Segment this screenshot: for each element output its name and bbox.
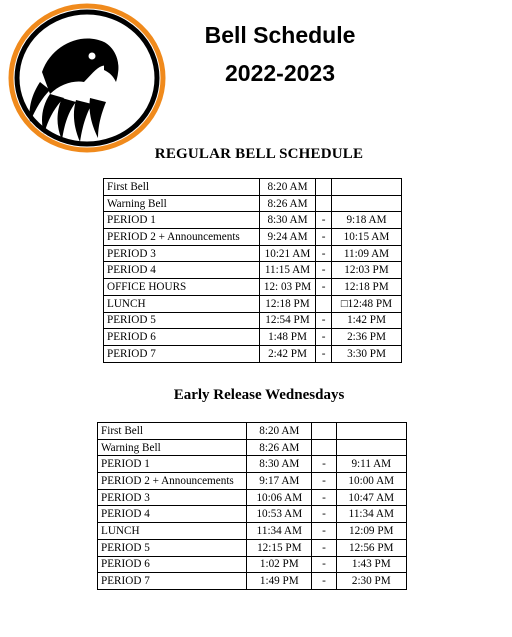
- time-separator: -: [316, 312, 332, 329]
- time-separator: -: [312, 473, 336, 490]
- start-time: 12:18 PM: [259, 295, 316, 312]
- period-name: PERIOD 6: [104, 329, 260, 346]
- table-row: [104, 179, 402, 196]
- table-row: [98, 556, 407, 573]
- time-separator: [316, 295, 332, 312]
- start-time: 1:48 PM: [259, 329, 316, 346]
- table-row: [98, 539, 407, 556]
- table-row: [104, 229, 402, 246]
- period-name: PERIOD 2 + Announcements: [104, 229, 260, 246]
- end-time: 2:30 PM: [336, 573, 406, 590]
- table-row: [104, 345, 402, 362]
- period-name: First Bell: [104, 179, 260, 196]
- early-release-table: [97, 422, 407, 590]
- end-time: 3:30 PM: [331, 345, 401, 362]
- table-row: [104, 245, 402, 262]
- start-time: 9:17 AM: [247, 473, 312, 490]
- start-time: 12:54 PM: [259, 312, 316, 329]
- end-time: 11:34 AM: [336, 506, 406, 523]
- table-row: [98, 489, 407, 506]
- start-time: 10:06 AM: [247, 489, 312, 506]
- regular-schedule-heading: REGULAR BELL SCHEDULE: [154, 146, 364, 162]
- period-name: PERIOD 7: [104, 345, 260, 362]
- end-time: 9:11 AM: [336, 456, 406, 473]
- start-time: 8:20 AM: [247, 423, 312, 440]
- time-separator: -: [316, 279, 332, 296]
- time-separator: -: [312, 489, 336, 506]
- end-time: [336, 439, 406, 456]
- table-row: [98, 456, 407, 473]
- time-separator: -: [316, 245, 332, 262]
- start-time: 8:30 AM: [247, 456, 312, 473]
- end-time: 1:43 PM: [336, 556, 406, 573]
- time-separator: [316, 179, 332, 196]
- start-time: 12:15 PM: [247, 539, 312, 556]
- table-row: [98, 439, 407, 456]
- end-time: 12:18 PM: [331, 279, 401, 296]
- early-release-heading: Early Release Wednesdays: [173, 387, 345, 403]
- time-separator: -: [312, 539, 336, 556]
- period-name: Warning Bell: [104, 195, 260, 212]
- time-separator: -: [316, 262, 332, 279]
- table-row: [104, 212, 402, 229]
- end-time: 1:42 PM: [331, 312, 401, 329]
- end-time: 12:56 PM: [336, 539, 406, 556]
- start-time: 11:34 AM: [247, 523, 312, 540]
- table-row: [104, 312, 402, 329]
- time-separator: [312, 423, 336, 440]
- start-time: 10:21 AM: [259, 245, 316, 262]
- end-time: 10:47 AM: [336, 489, 406, 506]
- start-time: 11:15 AM: [259, 262, 316, 279]
- end-time: 2:36 PM: [331, 329, 401, 346]
- end-time: [331, 195, 401, 212]
- period-name: PERIOD 4: [104, 262, 260, 279]
- period-name: PERIOD 3: [98, 489, 247, 506]
- start-time: 2:42 PM: [259, 345, 316, 362]
- start-time: 8:20 AM: [259, 179, 316, 196]
- table-row: [104, 329, 402, 346]
- time-separator: -: [316, 229, 332, 246]
- period-name: PERIOD 2 + Announcements: [98, 473, 247, 490]
- start-time: 8:30 AM: [259, 212, 316, 229]
- period-name: PERIOD 5: [104, 312, 260, 329]
- end-time: 11:09 AM: [331, 245, 401, 262]
- end-time: 12:03 PM: [331, 262, 401, 279]
- table-row: [104, 295, 402, 312]
- table-row: [98, 573, 407, 590]
- period-name: PERIOD 1: [98, 456, 247, 473]
- start-time: 9:24 AM: [259, 229, 316, 246]
- time-separator: -: [312, 573, 336, 590]
- table-row: [104, 262, 402, 279]
- time-separator: -: [312, 506, 336, 523]
- period-name: LUNCH: [104, 295, 260, 312]
- period-name: PERIOD 5: [98, 539, 247, 556]
- time-separator: -: [312, 523, 336, 540]
- time-separator: [316, 195, 332, 212]
- end-time: [336, 423, 406, 440]
- period-name: PERIOD 3: [104, 245, 260, 262]
- table-row: [104, 195, 402, 212]
- period-name: OFFICE HOURS: [104, 279, 260, 296]
- time-separator: -: [316, 212, 332, 229]
- start-time: 10:53 AM: [247, 506, 312, 523]
- period-name: PERIOD 4: [98, 506, 247, 523]
- time-separator: [312, 439, 336, 456]
- school-year: 2022-2023: [225, 60, 335, 86]
- table-row: [98, 523, 407, 540]
- period-name: PERIOD 7: [98, 573, 247, 590]
- period-name: LUNCH: [98, 523, 247, 540]
- end-time: 10:15 AM: [331, 229, 401, 246]
- end-time: 10:00 AM: [336, 473, 406, 490]
- time-separator: -: [312, 556, 336, 573]
- start-time: 8:26 AM: [247, 439, 312, 456]
- start-time: 1:49 PM: [247, 573, 312, 590]
- time-separator: -: [316, 329, 332, 346]
- time-separator: -: [316, 345, 332, 362]
- table-row: [98, 473, 407, 490]
- start-time: 12: 03 PM: [259, 279, 316, 296]
- end-time: □12:48 PM: [331, 295, 401, 312]
- period-name: PERIOD 6: [98, 556, 247, 573]
- end-time: 9:18 AM: [331, 212, 401, 229]
- start-time: 1:02 PM: [247, 556, 312, 573]
- eagle-logo-icon: [4, 2, 166, 154]
- table-row: [104, 279, 402, 296]
- table-row: [98, 423, 407, 440]
- period-name: PERIOD 1: [104, 212, 260, 229]
- table-row: [98, 506, 407, 523]
- period-name: Warning Bell: [98, 439, 247, 456]
- regular-schedule-table: [103, 178, 402, 363]
- time-separator: -: [312, 456, 336, 473]
- end-time: [331, 179, 401, 196]
- page-title: Bell Schedule: [204, 22, 356, 48]
- start-time: 8:26 AM: [259, 195, 316, 212]
- period-name: First Bell: [98, 423, 247, 440]
- end-time: 12:09 PM: [336, 523, 406, 540]
